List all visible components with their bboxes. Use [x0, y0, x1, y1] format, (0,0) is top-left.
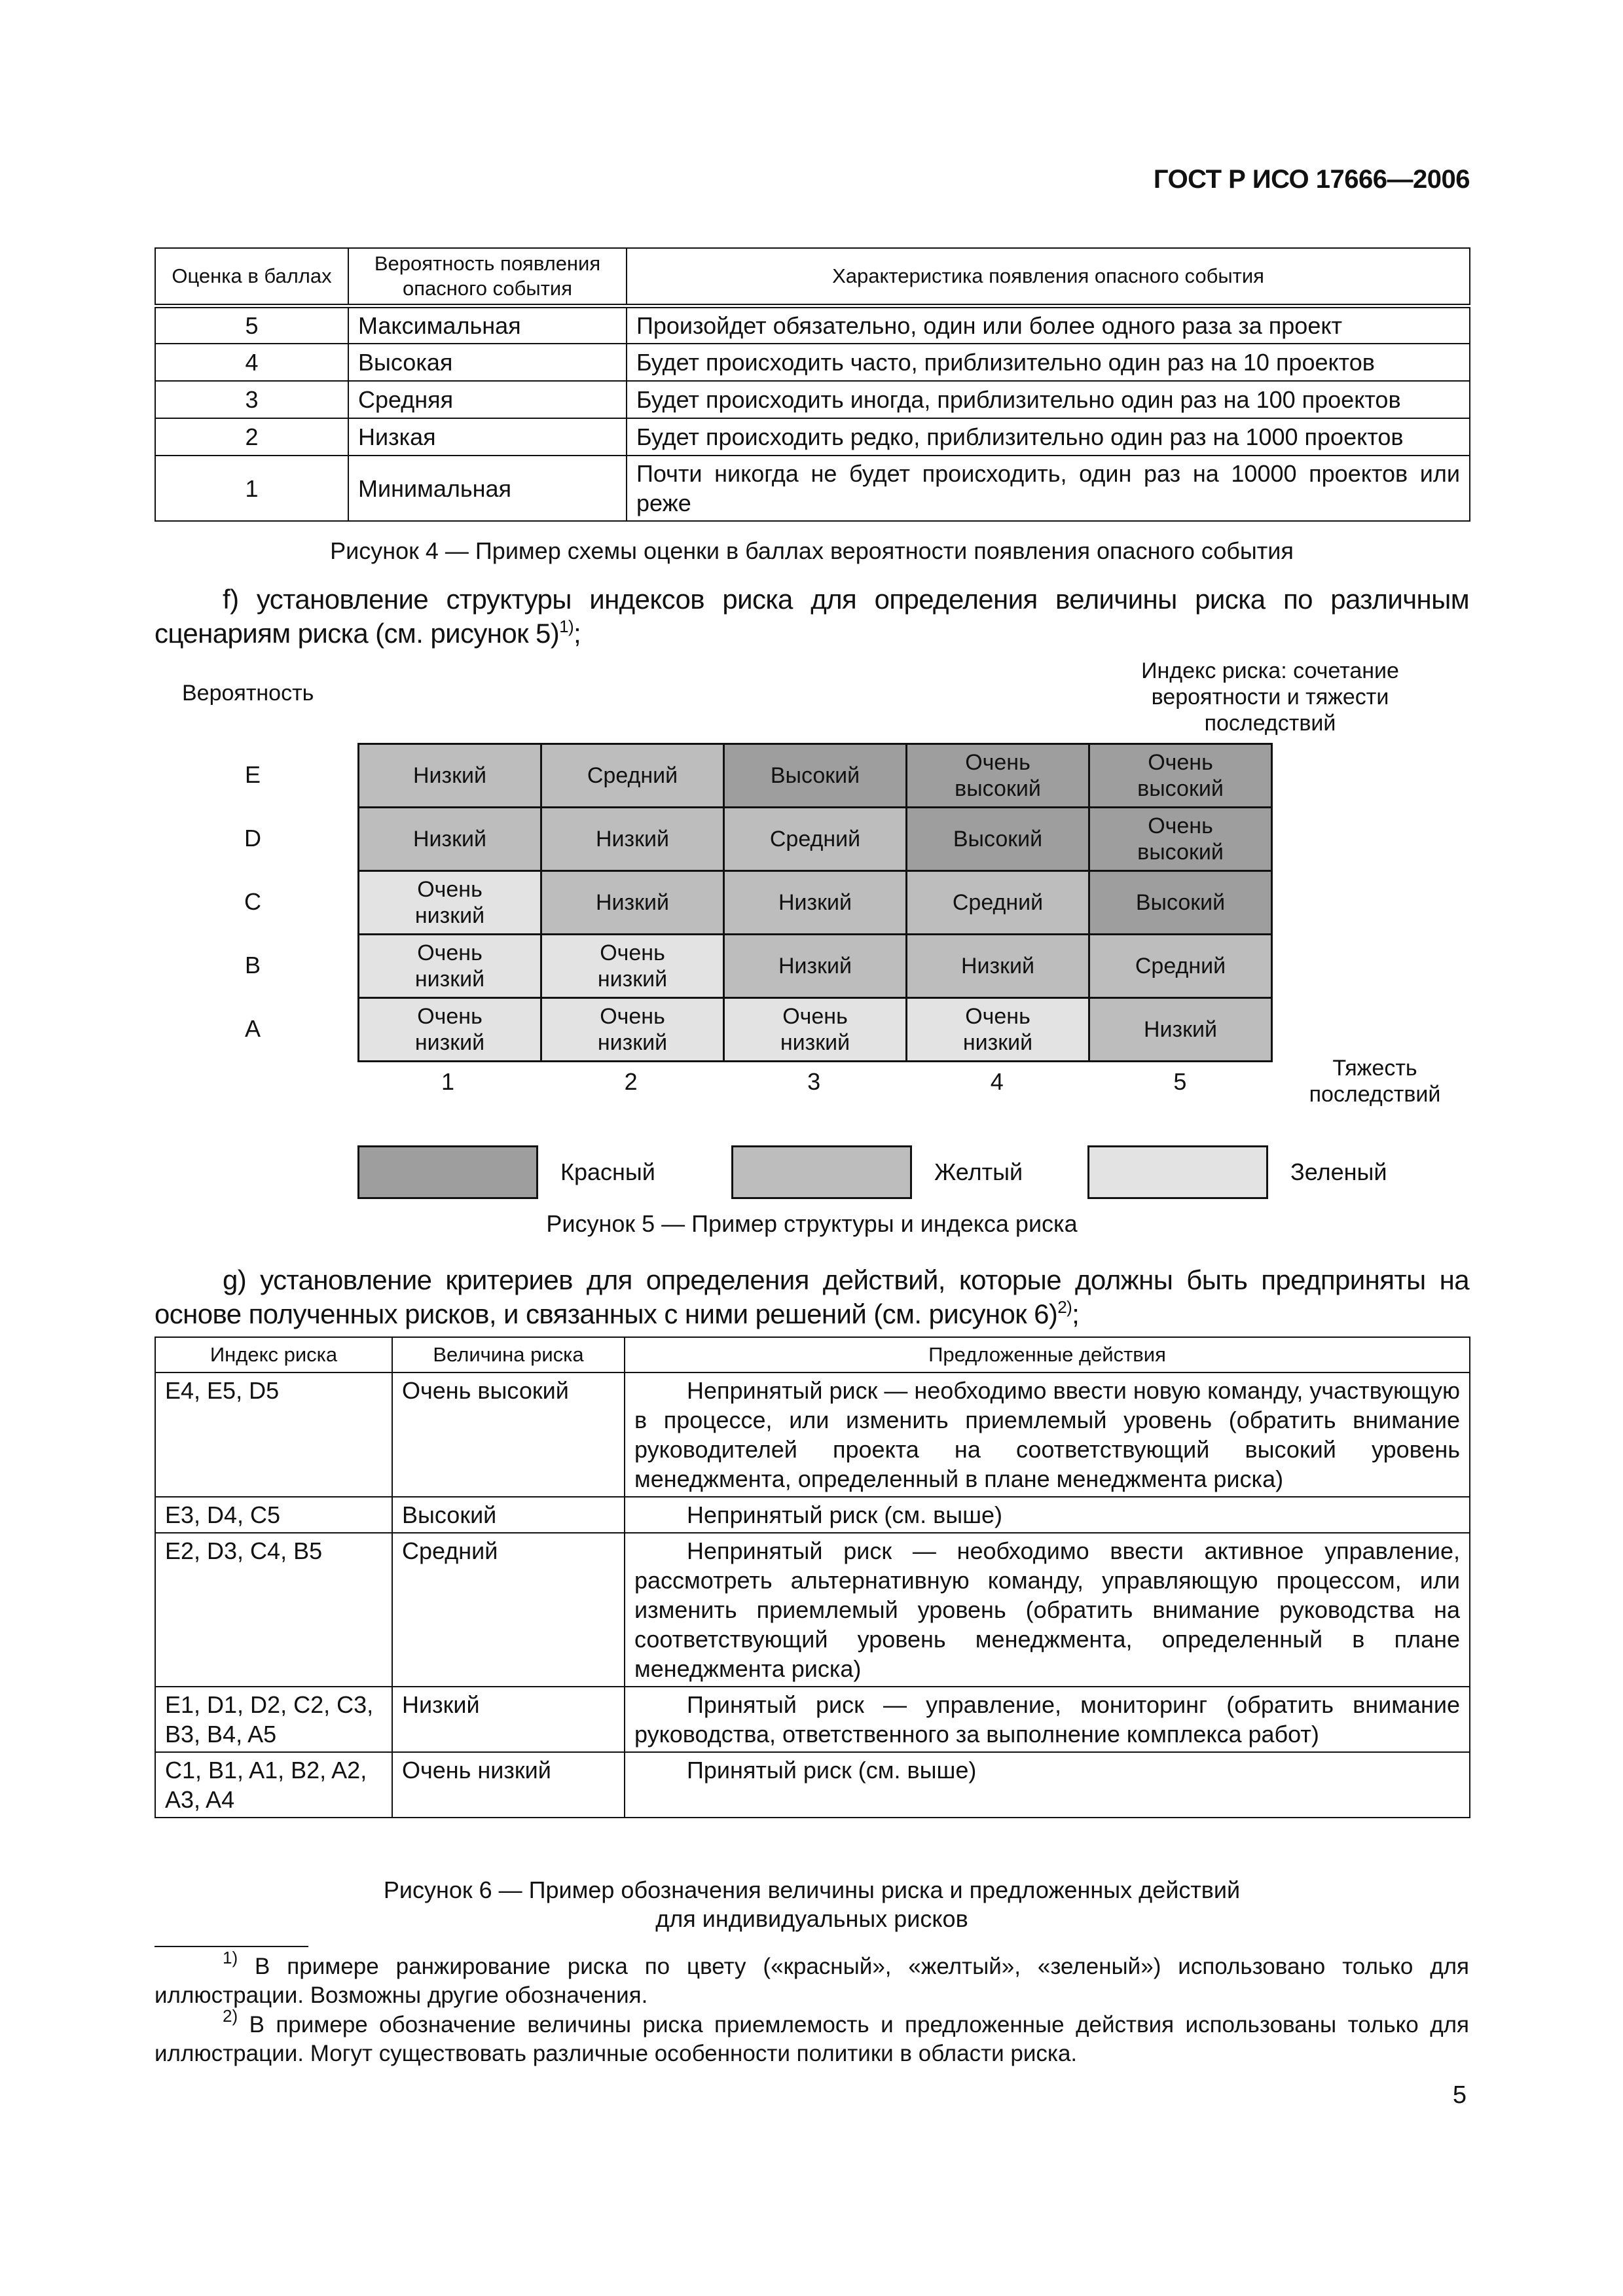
paragraph-g-tail: ; [1072, 1299, 1080, 1329]
matrix-x-axis-label: Тяжесть последствий [1309, 1056, 1441, 1107]
paragraph-g-text: g) установление критериев для определения действий, которые должны быть предприняты на основе полученных рисков, и связанных с ними решений (см. рисунок 6) [155, 1265, 1469, 1329]
matrix-row-label: E [244, 761, 261, 788]
figure-6-caption-line-1: Рисунок 6 — Пример обозначения величины риска и предложенных действий [383, 1876, 1241, 1903]
matrix-cell: Средний [541, 744, 724, 808]
matrix-cell: Высокий [724, 744, 907, 808]
matrix-column-label: 4 [990, 1068, 1004, 1095]
column-header: Оценка в баллах [155, 248, 348, 306]
matrix-cell: Очень высокий [1089, 808, 1272, 871]
score-cell: 3 [155, 381, 348, 418]
matrix-cell: Низкий [541, 808, 724, 871]
footnote-ref-1: 1) [559, 617, 574, 636]
risk-level-cell: Высокий [392, 1497, 625, 1533]
probability-scoring-table [155, 247, 1470, 522]
description-cell: Будет происходить редко, приблизительно один раз на 1000 проектов [627, 418, 1470, 456]
action-text: Принятый риск (см. выше) [687, 1757, 977, 1784]
table-row [155, 1497, 1470, 1533]
table-row [155, 306, 1470, 344]
column-header: Характеристика появления опасного события [627, 248, 1470, 306]
matrix-cell: Очень низкий [541, 998, 724, 1062]
matrix-y-axis-label: Вероятность [182, 681, 314, 706]
action-cell [625, 1752, 1470, 1818]
matrix-row-label: C [244, 888, 261, 915]
action-text: Непринятый риск — необходимо ввести активное управление, рассмотреть альтернативную команду, управляющую процессом, или изменить приемлемый уровень (обратить внимание руководства на соответствующий уровень менеджмента, определенный в плане менеджмента риска) [634, 1537, 1460, 1682]
table-header-row [155, 1337, 1470, 1372]
matrix-column-label: 3 [807, 1068, 821, 1095]
matrix-column-label: 2 [624, 1068, 638, 1095]
risk-level-cell: Средний [392, 1533, 625, 1687]
matrix-row-label: D [244, 825, 261, 852]
risk-index-cell: E1, D1, D2, C2, C3, B3, B4, A5 [155, 1687, 392, 1752]
matrix-cell: Высокий [1089, 871, 1272, 935]
risk-index-cell: C1, B1, A1, B2, A2, A3, A4 [155, 1752, 392, 1818]
footnote-separator [155, 1946, 308, 1947]
action-cell [625, 1372, 1470, 1497]
paragraph-f-text: f) установление структуры индексов риска для определения величины риска по различным сценариям риска (см. рисунок 5) [155, 584, 1469, 649]
matrix-row-label: A [244, 1015, 261, 1042]
matrix-cell: Низкий [907, 935, 1089, 998]
table-header-row [155, 248, 1470, 306]
risk-actions-table [155, 1336, 1470, 1818]
footnote-mark: 1) [223, 1948, 238, 1967]
matrix-cell: Низкий [359, 808, 541, 871]
probability-cell: Средняя [348, 381, 627, 418]
matrix-cell: Низкий [1089, 998, 1272, 1062]
score-cell: 2 [155, 418, 348, 456]
legend-label: Зеленый [1290, 1158, 1387, 1185]
footnote-mark: 2) [223, 2006, 238, 2026]
action-text: Непринятый риск (см. выше) [687, 1501, 1003, 1528]
matrix-cell: Средний [907, 871, 1089, 935]
probability-cell: Низкая [348, 418, 627, 456]
figure-5-caption: Рисунок 5 — Пример структуры и индекса риска [546, 1210, 1078, 1237]
column-header: Предложенные действия [625, 1337, 1470, 1372]
score-cell: 4 [155, 344, 348, 381]
table-row [155, 456, 1470, 521]
matrix-cell: Низкий [724, 871, 907, 935]
table-row [155, 418, 1470, 456]
matrix-cell: Низкий [724, 935, 907, 998]
probability-cell: Максимальная [348, 306, 627, 344]
column-header: Величина риска [392, 1337, 625, 1372]
action-cell [625, 1497, 1470, 1533]
column-header: Индекс риска [155, 1337, 392, 1372]
paragraph-f-tail: ; [574, 618, 581, 649]
figure-6-caption [155, 1876, 1469, 1933]
matrix-row [359, 871, 1272, 935]
description-cell: Почти никогда не будет происходить, один раз на 10000 проектов или реже [627, 456, 1470, 521]
description-cell: Произойдет обязательно, один или более одного раза за проект [627, 306, 1470, 344]
footnote-ref-2: 2) [1057, 1297, 1072, 1317]
document-id-header: ГОСТ Р ИСО 17666—2006 [1153, 165, 1470, 194]
matrix-cell: Средний [1089, 935, 1272, 998]
matrix-row-label: B [244, 952, 261, 978]
matrix-cell: Очень низкий [907, 998, 1089, 1062]
description-cell: Будет происходить часто, приблизительно один раз на 10 проектов [627, 344, 1470, 381]
score-cell: 5 [155, 306, 348, 344]
matrix-cell: Очень низкий [724, 998, 907, 1062]
figure-6-caption-line-2: для индивидуальных рисков [655, 1905, 968, 1932]
footnote-1 [155, 1948, 1469, 2010]
footnote-text: В примере обозначение величины риска приемлемость и предложенные действия использованы только для иллюстрации. Могут существовать различные особенности политики в области риска. [155, 2012, 1469, 2066]
legend-swatch [1087, 1145, 1268, 1199]
matrix-title: Индекс риска: сочетание вероятности и тяжести последствий [1141, 658, 1399, 736]
table-row [155, 1533, 1470, 1687]
risk-index-matrix [357, 743, 1273, 1062]
risk-index-cell: E4, E5, D5 [155, 1372, 392, 1497]
paragraph-g [155, 1263, 1469, 1331]
matrix-row [359, 935, 1272, 998]
footnote-text: В примере ранжирование риска по цвету («красный», «желтый», «зеленый») использовано только для иллюстрации. Возможны другие обозначения. [155, 1954, 1469, 2008]
probability-cell: Высокая [348, 344, 627, 381]
matrix-row [359, 808, 1272, 871]
action-text: Непринятый риск — необходимо ввести новую команду, участвующую в процессе, или изменить приемлемый уровень (обратить внимание руководителей проекта на соответствующий высокий уровень менеджмента, определенный в плане менеджмента риска) [634, 1377, 1461, 1492]
matrix-cell: Низкий [359, 744, 541, 808]
legend-swatch [357, 1145, 538, 1199]
footnote-2 [155, 2006, 1469, 2068]
action-text: Принятый риск — управление, мониторинг (обратить внимание руководства, ответственного за выполнение комплекса работ) [634, 1691, 1460, 1748]
matrix-cell: Очень низкий [359, 871, 541, 935]
risk-level-cell: Очень высокий [392, 1372, 625, 1497]
table-row [155, 344, 1470, 381]
table-row [155, 1372, 1470, 1497]
matrix-cell: Очень высокий [1089, 744, 1272, 808]
legend-label: Желтый [934, 1158, 1023, 1185]
matrix-cell: Очень низкий [541, 935, 724, 998]
matrix-cell: Очень высокий [907, 744, 1089, 808]
risk-level-cell: Очень низкий [392, 1752, 625, 1818]
action-cell [625, 1533, 1470, 1687]
table-row [155, 1752, 1470, 1818]
legend-label: Красный [560, 1158, 655, 1185]
matrix-cell: Средний [724, 808, 907, 871]
risk-index-cell: E3, D4, C5 [155, 1497, 392, 1533]
matrix-cell: Очень низкий [359, 998, 541, 1062]
table-row [155, 381, 1470, 418]
paragraph-f [155, 583, 1469, 651]
figure-4-caption: Рисунок 4 — Пример схемы оценки в баллах вероятности появления опасного события [330, 537, 1294, 564]
table-row [155, 1687, 1470, 1752]
probability-cell: Минимальная [348, 456, 627, 521]
page-number: 5 [1452, 2081, 1467, 2109]
action-cell [625, 1687, 1470, 1752]
matrix-column-label: 1 [441, 1068, 455, 1095]
matrix-row [359, 998, 1272, 1062]
matrix-row [359, 744, 1272, 808]
description-cell: Будет происходить иногда, приблизительно один раз на 100 проектов [627, 381, 1470, 418]
risk-index-cell: E2, D3, C4, B5 [155, 1533, 392, 1687]
risk-level-cell: Низкий [392, 1687, 625, 1752]
matrix-cell: Высокий [907, 808, 1089, 871]
column-header: Вероятность появления опасного события [348, 248, 627, 306]
legend-swatch [731, 1145, 912, 1199]
score-cell: 1 [155, 456, 348, 521]
matrix-cell: Очень низкий [359, 935, 541, 998]
matrix-column-label: 5 [1173, 1068, 1187, 1095]
matrix-cell: Низкий [541, 871, 724, 935]
